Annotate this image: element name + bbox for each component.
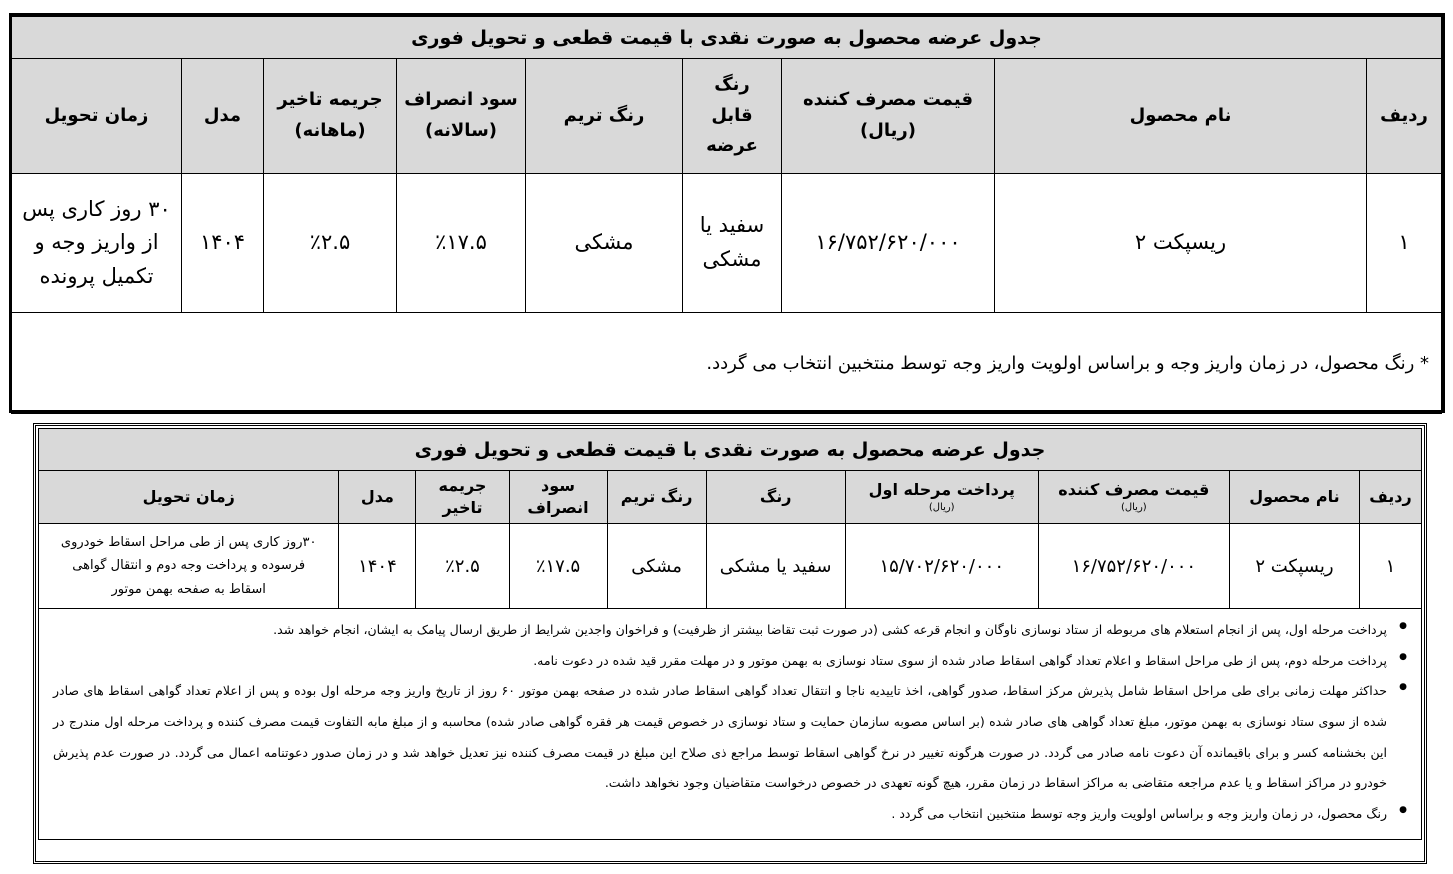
list-item: ● رنگ محصول، در زمان واریز وجه و براساس اولویت واریز وجه توسط منتخبین انتخاب می گردد . xyxy=(53,799,1387,830)
header-consumer-price: قیمت مصرف کننده (ریال) xyxy=(1038,471,1229,524)
cell-trim-color: مشکی xyxy=(607,524,706,609)
list-item: ● پرداخت مرحله دوم، پس از طی مراحل اسقاط و اعلام تعداد گواهی اسقاط صادر شده از سوی ستاد نوسازی به بهمن موتور و در مهلت مقرر قید شده در دعوت نامه. xyxy=(53,646,1387,677)
table-row xyxy=(11,174,1441,313)
header-color: رنگ xyxy=(706,471,845,524)
header-delay-penalty: جریمه تاخیر xyxy=(416,471,509,524)
cell-row-number: ۱ xyxy=(1359,524,1421,609)
header-product: نام محصول xyxy=(995,59,1367,174)
header-first-payment: پرداخت مرحله اول (ریال) xyxy=(845,471,1038,524)
table-title: جدول عرضه محصول به صورت نقدی با قیمت قطعی و تحویل فوری xyxy=(11,17,1441,59)
cell-model: ۱۴۰۴ xyxy=(182,174,264,313)
header-delay-penalty: جریمه تاخیر (ماهانه) xyxy=(264,59,397,174)
cell-cancellation-profit: ٪۱۷.۵ xyxy=(509,524,607,609)
cell-color: سفید یا مشکی xyxy=(706,524,845,609)
header-row-number: ردیف xyxy=(1359,471,1421,524)
cell-product: ریسپکت ۲ xyxy=(995,174,1367,313)
cell-cancellation-profit: ٪۱۷.۵ xyxy=(397,174,526,313)
header-delivery-time: زمان تحویل xyxy=(11,59,181,174)
cell-delay-penalty: ٪۲.۵ xyxy=(416,524,509,609)
cell-delivery-time: ۳۰روز کاری پس از طی مراحل اسقاط خودروی فرسوده و پرداخت وجه دوم و انتقال گواهی اسقاط به صفحه بهمن موتور xyxy=(39,524,339,609)
color-note: * رنگ محصول، در زمان واریز وجه و براساس اولویت واریز وجه توسط منتخبین انتخاب می گردد. xyxy=(11,313,1441,414)
list-item: ● حداکثر مهلت زمانی برای طی مراحل اسقاط شامل پذیرش مرکز اسقاط، صدور گواهی، اخذ تاییدیه ناجا و انتقال تعداد گواهی اسقاط صادر شده در صفحه بهمن موتور ۶۰ روز از تاریخ واریز وجه مرحله اول بوده و پس از اعلام تعداد گواهی اسقاط های صادر شده از سوی ستاد نوسازی به بهمن موتور، مبلغ تعداد گواهی های صادر شده (بر اساس مصوبه سازمان حمایت و ستاد نوسازی در خصوص قیمت هر فقره گواهی صادر شده) محاسبه و از مبلغ مابه التفاوت قیمت مصرف کننده و پرداخت مرحله اول مندرج در این بخشنامه کسر و برای باقیمانده آن دعوت نامه صادر می گردد. در صورت هرگونه تغییر در نرخ گواهی اسقاط توسط مراجع ذی صلاح این مبلغ در قیمت مصرف کننده نیز تعدیل خواهد شد و در زمان صدور دعوتنامه اعمال می گردد. در صورت عدم پذیرش خودرو در مراکز اسقاط و یا عدم مراجعه متقاضی به مراکز اسقاط در زمان مقرر، هیچ گونه تعهدی در خصوص درخواست متقاضیان وجود نخواهد داشت. xyxy=(53,676,1387,799)
cash-sale-table-2 xyxy=(33,423,1427,864)
header-consumer-price: قیمت مصرف کننده (ریال) xyxy=(782,59,995,174)
header-model: مدل xyxy=(339,471,416,524)
cell-consumer-price: ۱۶/۷۵۲/۶۲۰/۰۰۰ xyxy=(1038,524,1229,609)
cell-model: ۱۴۰۴ xyxy=(339,524,416,609)
table-row xyxy=(39,524,1422,609)
table-title: جدول عرضه محصول به صورت نقدی با قیمت قطعی و تحویل فوری xyxy=(39,429,1422,471)
cash-sale-table-1 xyxy=(9,13,1445,413)
cell-product: ریسپکت ۲ xyxy=(1229,524,1359,609)
conditions-notes xyxy=(39,609,1422,840)
header-product: نام محصول xyxy=(1229,471,1359,524)
header-trim-color: رنگ تریم xyxy=(526,59,683,174)
cell-trim-color: مشکی xyxy=(526,174,683,313)
header-trim-color: رنگ تریم xyxy=(607,471,706,524)
cell-first-payment: ۱۵/۷۰۲/۶۲۰/۰۰۰ xyxy=(845,524,1038,609)
header-cancellation-profit: سود انصراف xyxy=(509,471,607,524)
header-color: رنگ قابل عرضه xyxy=(683,59,782,174)
cell-color: سفید یا مشکی xyxy=(683,174,782,313)
cell-delivery-time: ۳۰ روز کاری پس از واریز وجه و تکمیل پرونده xyxy=(11,174,181,313)
header-model: مدل xyxy=(182,59,264,174)
header-row-number: ردیف xyxy=(1367,59,1442,174)
header-cancellation-profit: سود انصراف (سالانه) xyxy=(397,59,526,174)
cell-row-number: ۱ xyxy=(1367,174,1442,313)
cell-consumer-price: ۱۶/۷۵۲/۶۲۰/۰۰۰ xyxy=(782,174,995,313)
cell-delay-penalty: ٪۲.۵ xyxy=(264,174,397,313)
list-item: ● پرداخت مرحله اول، پس از انجام استعلام های مربوطه از ستاد نوسازی ناوگان و انجام قرعه کشی (در صورت ثبت تقاضا بیشتر از ظرفیت) و فراخوان واجدین شرایط از طریق ارسال پیامک به ایشان، انجام خواهد شد. xyxy=(53,615,1387,646)
header-delivery-time: زمان تحویل xyxy=(39,471,339,524)
